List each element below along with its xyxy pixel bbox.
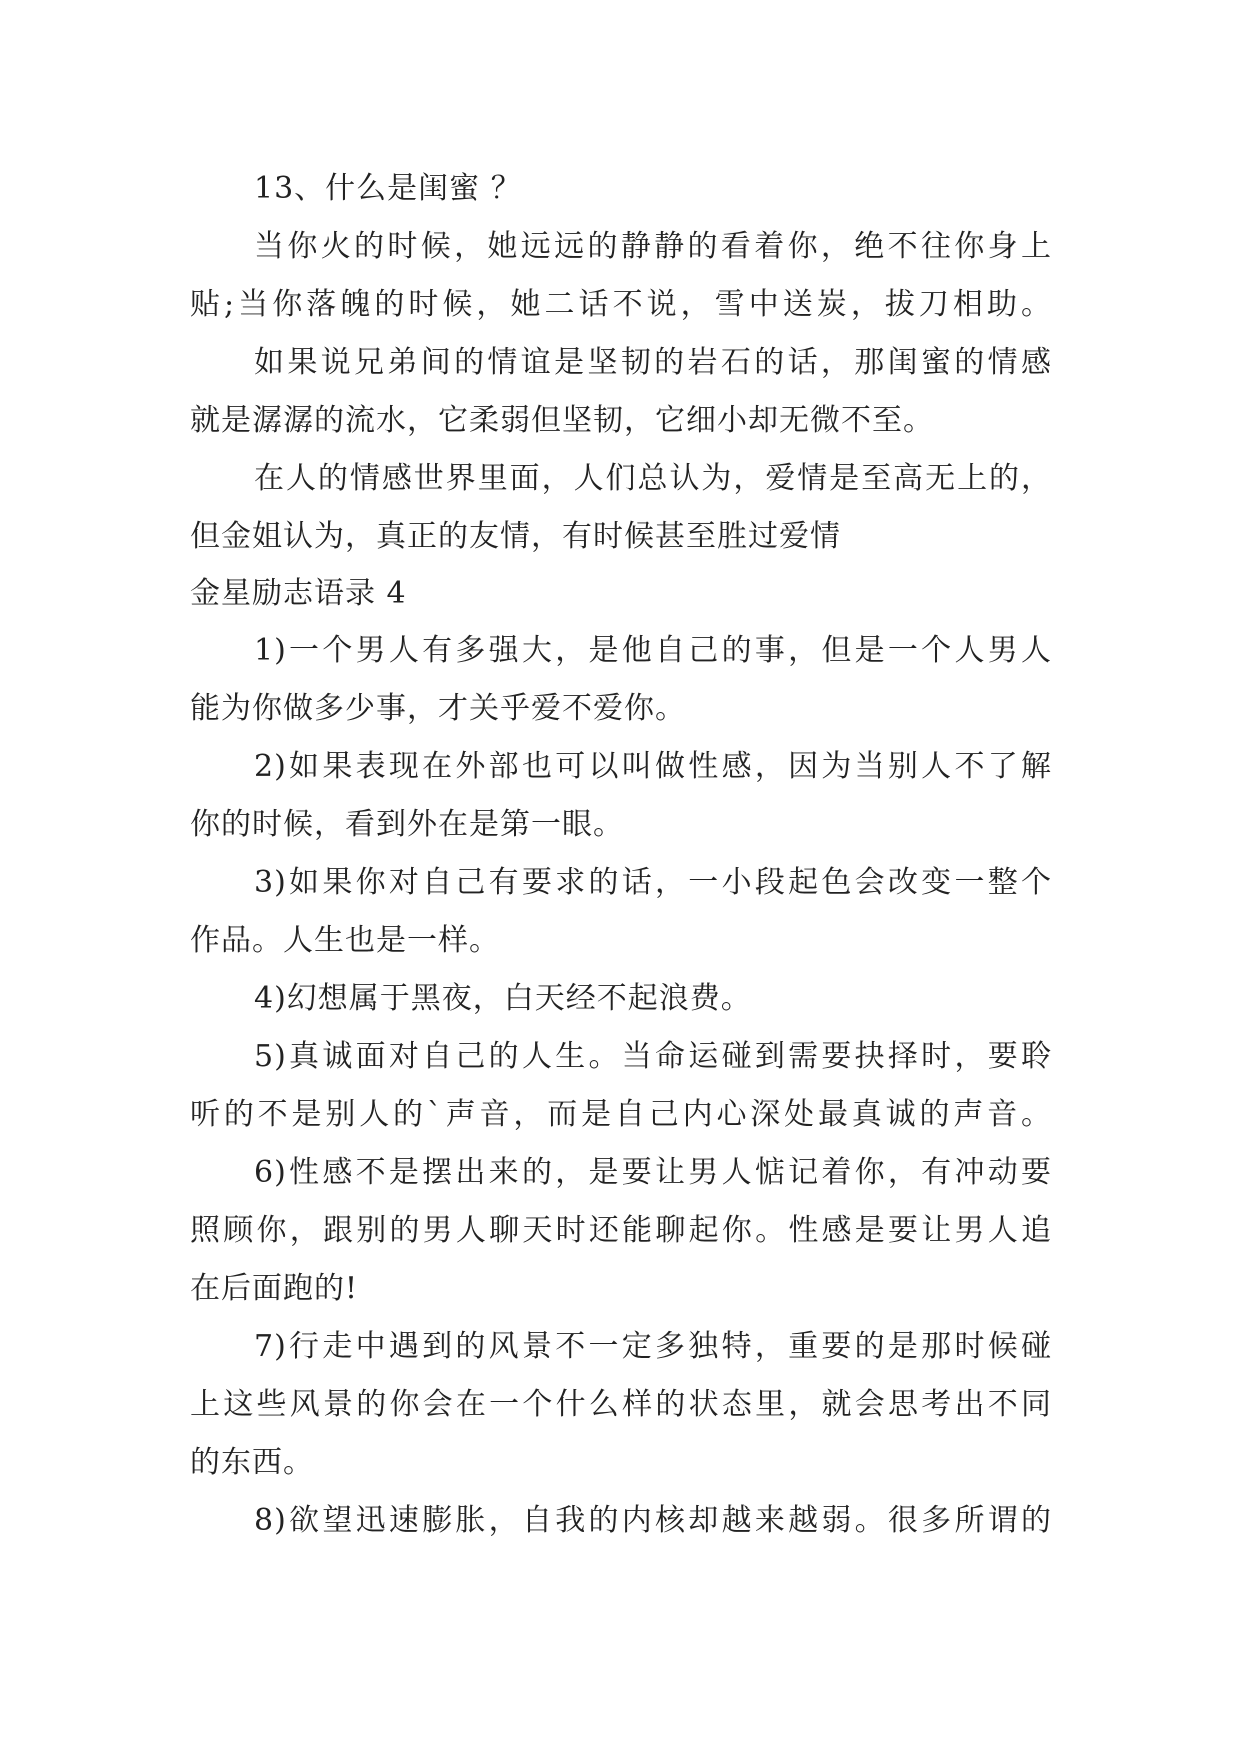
quote-3: [190, 854, 1052, 970]
paragraph-13-body-3: [190, 450, 1052, 566]
text-line: 但金姐认为，真正的友情，有时候甚至胜过爱情: [190, 519, 841, 554]
text-line: 就是潺潺的流水，它柔弱但坚韧，它细小却无微不至。: [190, 403, 934, 438]
paragraph-13-body-2: [190, 334, 1052, 450]
text-line: 4)幻想属于黑夜，白天经不起浪费。: [254, 981, 752, 1016]
text-line: 5)真诚面对自己的人生。当命运碰到需要抉择时，要聆: [254, 1039, 1052, 1074]
paragraph-13-body-1: [190, 218, 1052, 334]
text-line: 贴;当你落魄的时候，她二话不说，雪中送炭，拔刀相助。: [190, 287, 1052, 322]
text-line: 3)如果你对自己有要求的话，一小段起色会改变一整个: [254, 865, 1052, 900]
quote-4: [190, 970, 1052, 1028]
paragraph-13-heading: [190, 160, 1052, 218]
text-line: 听的不是别人的`声音，而是自己内心深处最真诚的声音。: [190, 1097, 1052, 1132]
text-line: 能为你做多少事，才关乎爱不爱你。: [190, 691, 686, 726]
text-line: 在人的情感世界里面，人们总认为，爱情是至高无上的，: [254, 461, 1052, 496]
text-line: 在后面跑的!: [190, 1271, 359, 1306]
quote-7: [190, 1318, 1052, 1492]
text-line: 13、什么是闺蜜 ？: [254, 171, 522, 206]
quote-2: [190, 738, 1052, 854]
quote-8: [190, 1492, 1052, 1550]
text-line: 你的时候，看到外在是第一眼。: [190, 807, 624, 842]
text-line: 作品。人生也是一样。: [190, 923, 500, 958]
text-line: 2)如果表现在外部也可以叫做性感，因为当别人不了解: [254, 749, 1052, 784]
text-line: 1)一个男人有多强大，是他自己的事，但是一个人男人: [254, 633, 1052, 668]
text-line: 8)欲望迅速膨胀，自我的内核却越来越弱。很多所谓的: [254, 1503, 1052, 1538]
text-line: 当你火的时候，她远远的静静的看着你，绝不往你身上: [254, 229, 1052, 264]
document-page: [190, 160, 1052, 1550]
text-line: 的东西。: [190, 1445, 314, 1480]
text-line: 7)行走中遇到的风景不一定多独特，重要的是那时候碰: [254, 1329, 1052, 1364]
text-line: 上这些风景的你会在一个什么样的状态里，就会思考出不同: [190, 1387, 1052, 1422]
quote-5: [190, 1028, 1052, 1144]
text-line: 照顾你，跟别的男人聊天时还能聊起你。性感是要让男人追: [190, 1213, 1052, 1248]
section-title: 金星励志语录 4: [190, 576, 407, 611]
quote-1: [190, 622, 1052, 738]
quote-6: [190, 1144, 1052, 1318]
text-line: 如果说兄弟间的情谊是坚韧的岩石的话，那闺蜜的情感: [254, 345, 1052, 380]
text-line: 6)性感不是摆出来的，是要让男人惦记着你，有冲动要: [254, 1155, 1052, 1190]
